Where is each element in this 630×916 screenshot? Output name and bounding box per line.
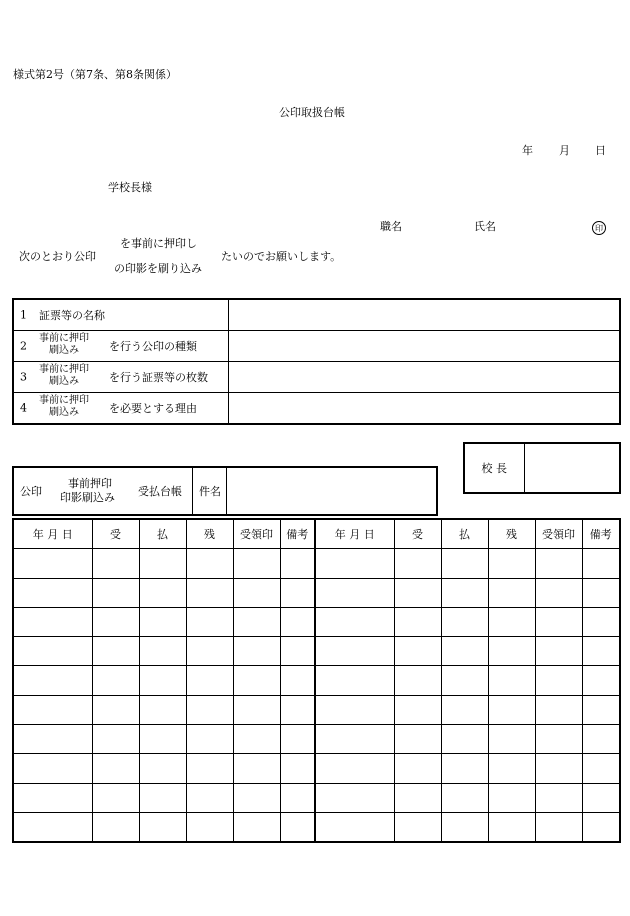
ledger-row [13, 725, 620, 754]
ledger-cell[interactable] [394, 666, 441, 695]
request-option-2: の印影を刷り込み [114, 262, 202, 275]
item-stack [39, 395, 89, 419]
ledger-cell[interactable] [394, 725, 441, 754]
form-number: 様式第2号（第7条、第8条関係） [13, 68, 177, 81]
ledger-cell[interactable] [92, 549, 139, 578]
ledger-cell[interactable] [233, 783, 280, 812]
ledger-cell[interactable] [92, 812, 139, 842]
item-number: 1 [20, 308, 27, 322]
item-value-field[interactable] [228, 393, 620, 425]
request-suffix: たいのでお願いします。 [221, 250, 342, 263]
item-value-field[interactable] [228, 362, 620, 393]
item-row [13, 331, 620, 362]
ledger-cell[interactable] [186, 607, 233, 636]
ledger-cell[interactable] [315, 578, 394, 607]
ledger-cell[interactable] [582, 754, 620, 783]
ledger-column-header: 備考 [280, 519, 315, 549]
ledger-row [13, 695, 620, 724]
item-stack-top: 事前に押印 [39, 333, 89, 344]
ledger-cell[interactable] [315, 666, 394, 695]
ledger-cell[interactable] [394, 812, 441, 842]
ledger-row [13, 783, 620, 812]
ledger-cell[interactable] [535, 754, 582, 783]
ledger-cell[interactable] [13, 666, 92, 695]
ledger-cell[interactable] [92, 695, 139, 724]
ledger-cell[interactable] [186, 695, 233, 724]
ledger-cell[interactable] [488, 783, 535, 812]
item-rest: を必要とする理由 [109, 402, 197, 415]
date-day-label: 日 [595, 144, 606, 157]
ledger-cell[interactable] [13, 754, 92, 783]
ledger-cell[interactable] [582, 637, 620, 666]
ledger-cell[interactable] [582, 607, 620, 636]
ledger-cell[interactable] [441, 754, 488, 783]
item-number: 3 [20, 370, 27, 384]
item-label-cell [13, 362, 228, 393]
ledger-cell[interactable] [233, 812, 280, 842]
ledger-column-header: 受領印 [535, 519, 582, 549]
ledger-cell[interactable] [488, 695, 535, 724]
ledger-cell[interactable] [186, 783, 233, 812]
ledger-cell[interactable] [535, 549, 582, 578]
ledger-cell[interactable] [280, 783, 315, 812]
ledger-cell[interactable] [233, 607, 280, 636]
ledger-cell[interactable] [139, 695, 186, 724]
ledger-cell[interactable] [233, 666, 280, 695]
ledger-cell[interactable] [92, 637, 139, 666]
ledger-cell[interactable] [139, 637, 186, 666]
name-label: 氏名 [474, 220, 496, 233]
ledger-cell[interactable] [315, 783, 394, 812]
ledger-cell[interactable] [441, 783, 488, 812]
ledger-table [12, 518, 621, 843]
item-value-field[interactable] [228, 299, 620, 331]
item-value-field[interactable] [228, 331, 620, 362]
ledger-cell[interactable] [280, 549, 315, 578]
ledger-cell[interactable] [488, 725, 535, 754]
item-label-cell [13, 299, 228, 331]
ledger-cell[interactable] [92, 783, 139, 812]
ledger-cell[interactable] [394, 783, 441, 812]
date-month-label: 月 [559, 144, 570, 157]
ledger-column-header: 払 [139, 519, 186, 549]
page-title: 公印取扱台帳 [279, 106, 345, 119]
ledger-cell[interactable] [582, 725, 620, 754]
ledger-cell[interactable] [488, 578, 535, 607]
ledger-divider [192, 468, 193, 514]
ledger-cell[interactable] [13, 783, 92, 812]
ledger-cell[interactable] [186, 578, 233, 607]
ledger-cell[interactable] [582, 783, 620, 812]
ledger-cell[interactable] [233, 695, 280, 724]
ledger-options [60, 468, 115, 514]
item-stack-top: 事前に押印 [39, 364, 89, 375]
ledger-cell[interactable] [13, 812, 92, 842]
ledger-column-header: 受 [92, 519, 139, 549]
ledger-cell[interactable] [92, 607, 139, 636]
subject-field[interactable] [230, 468, 432, 514]
ledger-cell[interactable] [582, 666, 620, 695]
ledger-cell[interactable] [582, 578, 620, 607]
ledger-cell[interactable] [315, 695, 394, 724]
item-number: 2 [20, 339, 27, 353]
ledger-prefix: 公印 [20, 485, 42, 498]
item-stack-top: 事前に押印 [39, 395, 89, 406]
item-row [13, 362, 620, 393]
ledger-header [12, 466, 438, 516]
ledger-cell[interactable] [186, 637, 233, 666]
ledger-cell[interactable] [488, 607, 535, 636]
ledger-cell[interactable] [280, 666, 315, 695]
ledger-row [13, 578, 620, 607]
ledger-cell[interactable] [139, 812, 186, 842]
ledger-cell[interactable] [92, 725, 139, 754]
ledger-row [13, 549, 620, 578]
ledger-cell[interactable] [280, 812, 315, 842]
ledger-cell[interactable] [441, 695, 488, 724]
request-items-table [12, 298, 621, 425]
item-stack-bottom: 刷込み [49, 345, 79, 356]
item-label: 証票等の名称 [39, 309, 105, 322]
ledger-cell[interactable] [441, 578, 488, 607]
item-number: 4 [20, 401, 27, 415]
principal-seal-field[interactable] [524, 443, 620, 493]
ledger-cell[interactable] [441, 812, 488, 842]
ledger-cell[interactable] [535, 637, 582, 666]
ledger-cell[interactable] [394, 754, 441, 783]
ledger-cell[interactable] [139, 783, 186, 812]
ledger-cell[interactable] [233, 578, 280, 607]
ledger-cell[interactable] [488, 666, 535, 695]
item-row [13, 393, 620, 425]
ledger-cell[interactable] [186, 666, 233, 695]
ledger-divider [226, 468, 227, 514]
ledger-cell[interactable] [92, 666, 139, 695]
ledger-cell[interactable] [394, 578, 441, 607]
ledger-cell[interactable] [315, 812, 394, 842]
ledger-cell[interactable] [441, 607, 488, 636]
ledger-option-1: 事前押印 [68, 477, 112, 490]
ledger-row [13, 637, 620, 666]
ledger-suffix: 受払台帳 [138, 485, 182, 498]
ledger-cell[interactable] [186, 725, 233, 754]
item-stack [39, 364, 89, 388]
ledger-cell[interactable] [139, 754, 186, 783]
date-year-label: 年 [522, 144, 533, 157]
ledger-cell[interactable] [139, 607, 186, 636]
ledger-cell[interactable] [315, 637, 394, 666]
ledger-cell[interactable] [488, 754, 535, 783]
ledger-cell[interactable] [488, 549, 535, 578]
ledger-column-header: 払 [441, 519, 488, 549]
ledger-cell[interactable] [535, 666, 582, 695]
ledger-cell[interactable] [315, 725, 394, 754]
ledger-row [13, 607, 620, 636]
ledger-cell[interactable] [582, 695, 620, 724]
ledger-cell[interactable] [13, 607, 92, 636]
ledger-cell[interactable] [186, 754, 233, 783]
addressee: 学校長様 [108, 181, 152, 194]
ledger-cell[interactable] [582, 549, 620, 578]
ledger-cell[interactable] [535, 695, 582, 724]
ledger-column-header: 受領印 [233, 519, 280, 549]
ledger-cell[interactable] [280, 578, 315, 607]
ledger-cell[interactable] [92, 754, 139, 783]
item-stack [39, 333, 89, 357]
ledger-cell[interactable] [13, 637, 92, 666]
ledger-cell[interactable] [535, 607, 582, 636]
ledger-row [13, 666, 620, 695]
request-prefix: 次のとおり公印 [19, 250, 96, 263]
ledger-cell[interactable] [139, 578, 186, 607]
item-row [13, 299, 620, 331]
ledger-cell[interactable] [139, 725, 186, 754]
ledger-cell[interactable] [394, 637, 441, 666]
principal-label: 校 長 [464, 443, 524, 493]
ledger-cell[interactable] [315, 607, 394, 636]
item-stack-bottom: 刷込み [49, 407, 79, 418]
ledger-cell[interactable] [535, 578, 582, 607]
item-rest: を行う証票等の枚数 [109, 371, 208, 384]
ledger-cell[interactable] [488, 812, 535, 842]
ledger-cell[interactable] [394, 695, 441, 724]
ledger-cell[interactable] [441, 725, 488, 754]
ledger-column-header: 残 [488, 519, 535, 549]
ledger-column-header: 残 [186, 519, 233, 549]
subject-label: 件名 [199, 485, 221, 498]
ledger-cell[interactable] [280, 725, 315, 754]
ledger-column-header: 年 月 日 [13, 519, 92, 549]
ledger-cell[interactable] [186, 812, 233, 842]
ledger-row [13, 812, 620, 842]
ledger-cell[interactable] [92, 578, 139, 607]
ledger-cell[interactable] [488, 637, 535, 666]
ledger-cell[interactable] [13, 725, 92, 754]
ledger-cell[interactable] [139, 666, 186, 695]
position-label: 職名 [380, 220, 402, 233]
ledger-cell[interactable] [441, 549, 488, 578]
ledger-cell[interactable] [280, 695, 315, 724]
ledger-cell[interactable] [441, 666, 488, 695]
ledger-column-header: 受 [394, 519, 441, 549]
ledger-cell[interactable] [394, 607, 441, 636]
principal-box [463, 442, 621, 494]
ledger-cell[interactable] [535, 812, 582, 842]
ledger-cell[interactable] [233, 754, 280, 783]
ledger-column-header: 備考 [582, 519, 620, 549]
ledger-cell[interactable] [280, 754, 315, 783]
ledger-cell[interactable] [233, 637, 280, 666]
ledger-cell[interactable] [186, 549, 233, 578]
ledger-column-header: 年 月 日 [315, 519, 394, 549]
ledger-cell[interactable] [13, 695, 92, 724]
ledger-cell[interactable] [315, 754, 394, 783]
seal-icon: 印 [592, 221, 606, 235]
ledger-cell[interactable] [233, 549, 280, 578]
request-option-1: を事前に押印し [120, 237, 197, 250]
item-stack-bottom: 刷込み [49, 376, 79, 387]
ledger-cell[interactable] [280, 637, 315, 666]
ledger-cell[interactable] [394, 549, 441, 578]
ledger-cell[interactable] [13, 549, 92, 578]
ledger-cell[interactable] [13, 578, 92, 607]
item-label-cell [13, 393, 228, 425]
ledger-option-2: 印影刷込み [60, 491, 115, 504]
ledger-cell[interactable] [280, 607, 315, 636]
ledger-cell[interactable] [315, 549, 394, 578]
ledger-row [13, 754, 620, 783]
ledger-cell[interactable] [139, 549, 186, 578]
ledger-cell[interactable] [233, 725, 280, 754]
ledger-cell[interactable] [582, 812, 620, 842]
item-label-cell [13, 331, 228, 362]
item-rest: を行う公印の種類 [109, 340, 197, 353]
ledger-cell[interactable] [441, 637, 488, 666]
ledger-cell[interactable] [535, 783, 582, 812]
ledger-cell[interactable] [535, 725, 582, 754]
